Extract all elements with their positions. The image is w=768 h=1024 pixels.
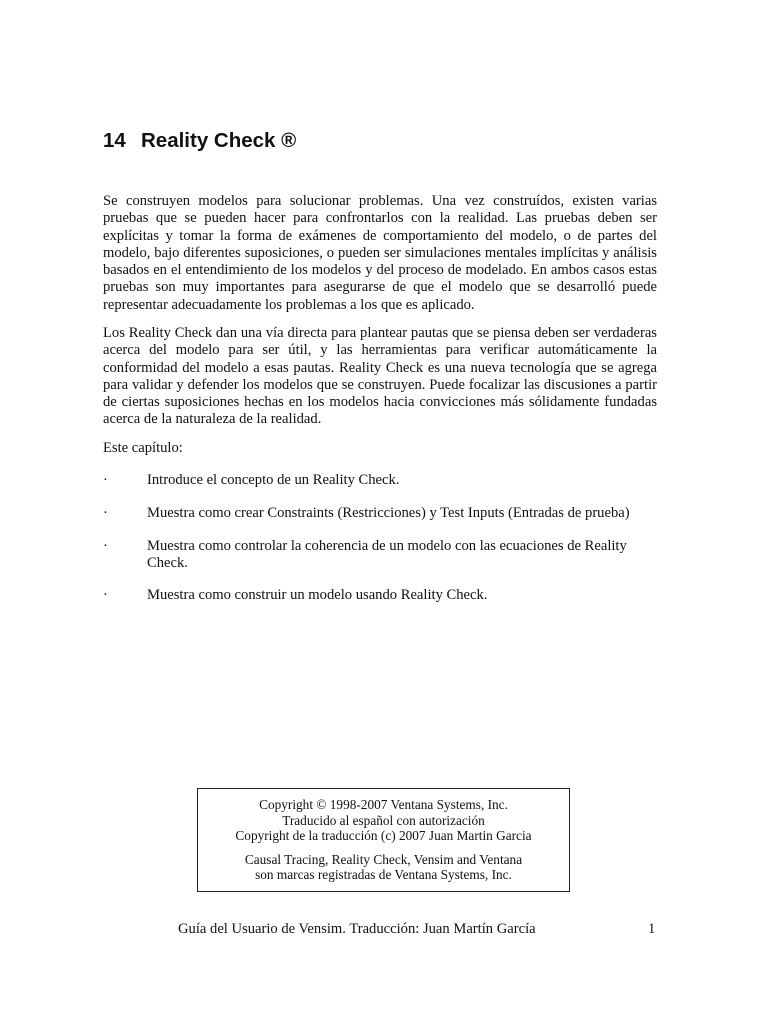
bullet-marker: · — [103, 587, 108, 603]
trademark-owner-line: son marcas registradas de Ventana Systems, Inc. — [255, 867, 512, 883]
trademark-line: Causal Tracing, Reality Check, Vensim and Ventana — [244, 851, 523, 867]
reality-check-paragraph: Los Reality Check dan una vía directa para plantear pautas que se piensa deben ser verdaderas acerca del modelo para ser útil, y las herramientas para verificar automáticamente la conformidad del modelo a esas pautas. Reality Check es una nueva tecnología que se agrega para validar y defender los modelos que se construyen. Puede focalizar las discusiones a partir de ciertas suposiciones hechas en los modelos hacia convicciones más sólidamente fundadas acerca de la naturaleza de la realidad. — [103, 325, 657, 428]
intro-paragraph: Se construyen modelos para solucionar problemas. Una vez construídos, existen varias pruebas que se pueden hacer para confrontarlos con la realidad. Las pruebas deben ser explícitas y tomar la forma de exámenes de comportamiento del modelo, o de partes del modelo, bajo diferentes suposiciones, o pueden ser simulaciones mentales implícitas y análisis basados en el entendimiento de los modelos y del proceso de modelado. En ambos casos estas pruebas son muy importantes para asegurarse de que el modelo que se desarrolló puede representar adecuadamente los problemas a los que es aplicado. — [103, 193, 657, 313]
page-number: 1 — [648, 921, 656, 937]
list-item-text: Introduce el concepto de un Reality Check. — [147, 472, 400, 488]
chapter-title-text: Reality Check ® — [141, 129, 297, 152]
copyright-box — [197, 788, 570, 892]
chapter-title — [103, 128, 296, 154]
translation-authorization-line: Traducido al español con autorización — [282, 812, 485, 828]
spacer — [198, 844, 569, 852]
bullet-marker: · — [103, 472, 108, 488]
list-item-text: Muestra como controlar la coherencia de un modelo con las ecuaciones de Reality Check. — [147, 538, 627, 572]
bullet-marker: · — [103, 505, 108, 521]
list-item-text: Muestra como crear Constraints (Restricciones) y Test Inputs (Entradas de prueba) — [147, 505, 630, 521]
list-item-text: Muestra como construir un modelo usando Reality Check. — [147, 587, 488, 603]
chapter-contents-heading: Este capítulo: — [103, 440, 183, 456]
chapter-number: 14 — [103, 129, 126, 152]
bullet-marker: · — [103, 538, 108, 554]
page-footer: Guía del Usuario de Vensim. Traducción: Juan Martín García — [178, 921, 536, 937]
translation-copyright-line: Copyright de la traducción (c) 2007 Juan Martin Garcia — [235, 828, 532, 844]
copyright-line: Copyright © 1998-2007 Ventana Systems, Inc. — [259, 797, 508, 812]
